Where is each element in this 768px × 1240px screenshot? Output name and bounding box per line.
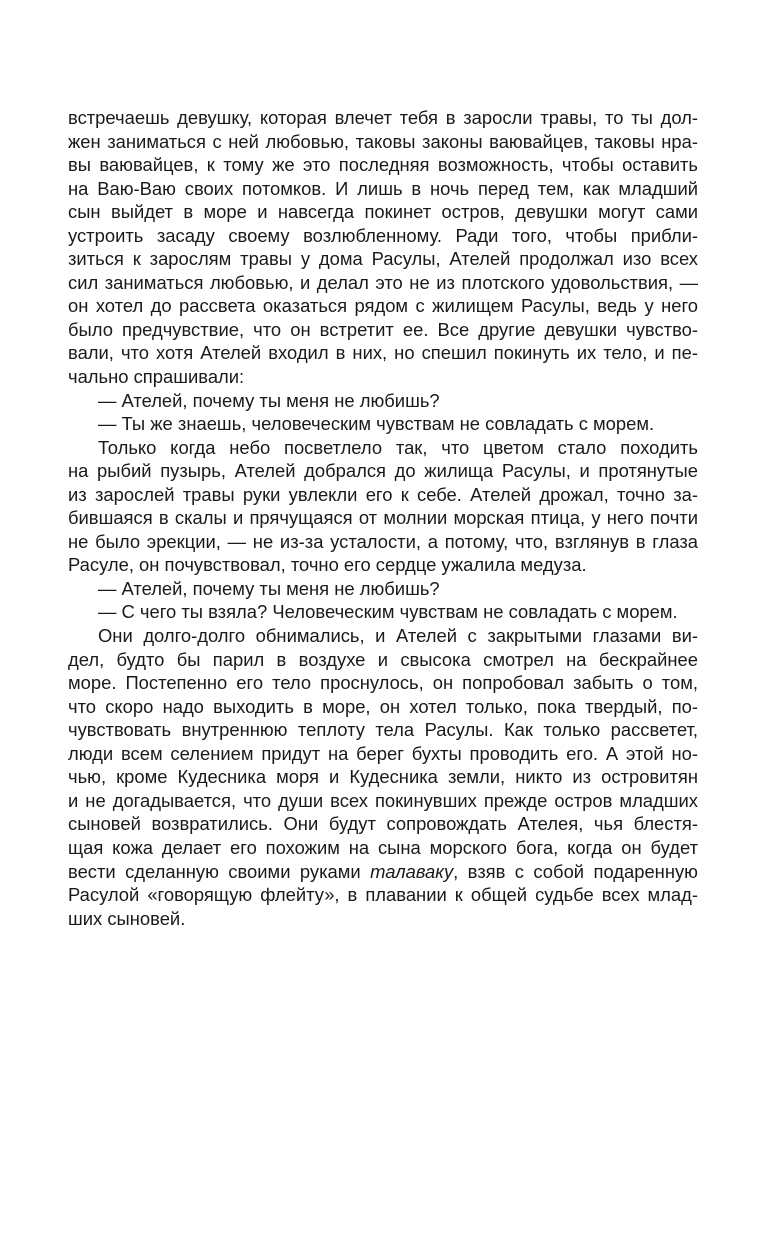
- text-line: [68, 860, 698, 884]
- italic-term: талаваку: [370, 860, 454, 882]
- text-line: ших сыновей.: [68, 907, 186, 929]
- text-line: и не догадывается, что души всех покинувших прежде остров младших: [68, 789, 698, 811]
- text-line: — Ты же знаешь, человеческим чувствам не совладать с морем.: [98, 413, 655, 435]
- text-line: встречаешь девушку, которая влечет тебя в заросли травы, то ты дол-: [68, 107, 698, 128]
- text-line: устроить засаду своему возлюбленному. Ради того, чтобы прибли-: [68, 224, 698, 246]
- text-line: люди всем селением придут на берег бухты проводить его. А этой но-: [68, 742, 698, 764]
- text-line: чью, кроме Кудесника моря и Кудесника земли, никто из островитян: [68, 766, 698, 788]
- text-line: море. Постепенно его тело проснулось, он попробовал забыть о том,: [68, 672, 698, 694]
- text-segment: вести сделанную своими руками: [68, 860, 371, 882]
- text-line: Расуле, он почувствовал, точно его сердце ужалила медуза.: [68, 554, 587, 576]
- text-line: чувствовать внутреннюю теплоту тела Расулы. Как только рассветет,: [68, 719, 698, 741]
- text-line: жен заниматься с ней любовью, таковы законы ваювайцев, таковы нра-: [68, 130, 698, 152]
- text-line: сыновей возвратились. Они будут сопровождать Ателея, чья блестя-: [68, 813, 698, 835]
- text-line: не было эрекции, — не из-за усталости, а потому, что, взглянув в глаза: [68, 530, 698, 552]
- text-line: было предчувствие, что он встретит ее. Все другие девушки чувство-: [68, 318, 698, 340]
- text-line: что скоро надо выходить в море, он хотел только, пока твердый, по-: [68, 695, 698, 717]
- text-line: — Ателей, почему ты меня не любишь?: [98, 577, 440, 599]
- text-line: — Ателей, почему ты меня не любишь?: [98, 389, 440, 411]
- text-line: Они долго-долго обнимались, и Ателей с закрытыми глазами ви-: [98, 625, 698, 647]
- text-line: он хотел до рассвета оказаться рядом с жилищем Расулы, ведь у него: [68, 295, 698, 317]
- text-line: дел, будто бы парил в воздухе и свысока смотрел на бескрайнее: [68, 648, 698, 670]
- text-line: из зарослей травы руки увлекли его к себе. Ателей дрожал, точно за-: [68, 483, 698, 505]
- text-segment: , взяв с собой подаренную: [453, 860, 698, 882]
- text-line: сын выйдет в море и навсегда покинет остров, девушки могут сами: [68, 201, 698, 223]
- text-line: вали, что хотя Ателей входил в них, но спешил покинуть их тело, и пе-: [68, 342, 698, 364]
- text-line: сил заниматься любовью, и делал это не из плотского удовольствия, —: [68, 271, 698, 293]
- text-line: щая кожа делает его похожим на сына морского бога, когда он будет: [68, 836, 698, 858]
- text-line: на рыбий пузырь, Ателей добрался до жилища Расулы, и протянутые: [68, 460, 698, 482]
- text-line: чально спрашивали:: [68, 366, 245, 388]
- text-line: Расулой «говорящую флейту», в плавании к общей судьбе всех млад-: [68, 884, 698, 906]
- text-line: зиться к зарослям травы у дома Расулы, Ателей продолжал изо всех: [68, 248, 698, 270]
- text-line: на Ваю-Ваю своих потомков. И лишь в ночь перед тем, как младший: [68, 177, 698, 199]
- text-line: вы ваювайцев, к тому же это последняя возможность, чтобы оставить: [68, 154, 698, 176]
- text-line: бившаяся в скалы и прячущаяся от молнии морская птица, у него почти: [68, 507, 698, 529]
- text-line: Только когда небо посветлело так, что цветом стало походить: [98, 436, 698, 458]
- page-text: [68, 106, 698, 930]
- text-line: — С чего ты взяла? Человеческим чувствам не совладать с морем.: [98, 601, 678, 623]
